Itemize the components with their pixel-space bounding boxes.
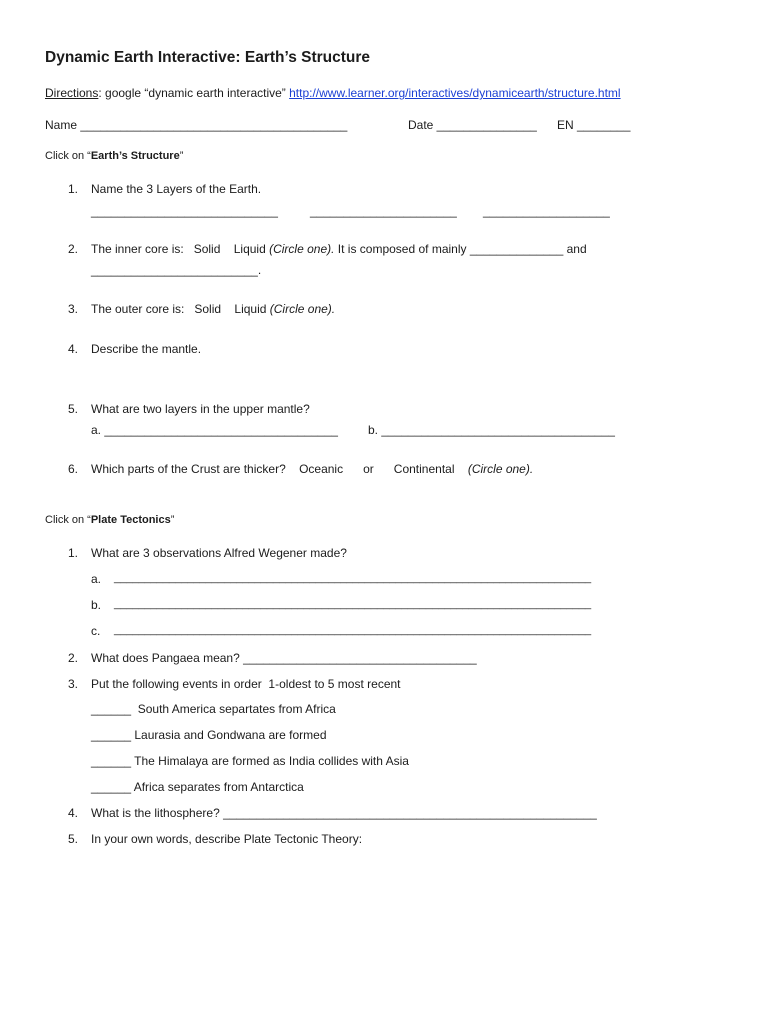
question-text: What are two layers in the upper mantle?	[91, 402, 310, 416]
ordering-item[interactable]: ______ The Himalaya are formed as India collides with Asia	[91, 754, 409, 768]
question-number: 4.	[68, 806, 79, 820]
question-text: In your own words, describe Plate Tectonic Theory:	[91, 832, 363, 846]
answer-blank[interactable]: b. ___________________________________	[368, 423, 615, 437]
item-label: b.	[91, 598, 102, 612]
page-title: Dynamic Earth Interactive: Earth’s Structure	[45, 49, 371, 66]
question-text: Describe the mantle.	[91, 342, 202, 356]
answer-blank[interactable]: ______________________________________________________________________________	[114, 598, 592, 610]
question-number: 6.	[68, 462, 79, 476]
question-text: What is the lithosphere? ________________________________________________________	[91, 806, 597, 820]
question-number: 5.	[68, 832, 79, 846]
answer-blank[interactable]: a. ___________________________________	[91, 423, 338, 437]
question-text: What are 3 observations Alfred Wegener made?	[91, 546, 347, 560]
question-text: Which parts of the Crust are thicker? Oceanic or Continental (Circle one).	[91, 462, 534, 476]
question-number: 3.	[68, 302, 79, 316]
question-number: 1.	[68, 546, 79, 560]
directions-label: Directions	[45, 86, 99, 100]
plate-tectonics-target: Plate Tectonics	[90, 514, 171, 526]
date-field[interactable]: Date _______________	[408, 118, 537, 132]
question-number: 4.	[68, 342, 79, 356]
question-text: What does Pangaea mean? ___________________________________	[91, 651, 477, 665]
question-text: The outer core is: Solid Liquid (Circle one).	[91, 302, 336, 316]
earth-structure-target: Earth’s Structure	[90, 150, 180, 162]
item-label: c.	[91, 624, 101, 638]
ordering-item[interactable]: ______ Africa separates from Antarctica	[91, 780, 304, 794]
answer-blank[interactable]: _________________________.	[91, 263, 262, 277]
answer-blank[interactable]: ____________________________	[91, 204, 278, 218]
answer-blank[interactable]: ______________________	[310, 204, 457, 218]
question-number: 2.	[68, 651, 79, 665]
en-field[interactable]: EN ________	[557, 118, 631, 132]
question-text: The inner core is: Solid Liquid (Circle one). It is composed of mainly ______________ and	[91, 242, 587, 256]
question-text: Put the following events in order 1-oldest to 5 most recent	[91, 677, 401, 691]
question-text: Name the 3 Layers of the Earth.	[91, 182, 262, 196]
ordering-item[interactable]: ______ South America separtates from Africa	[91, 702, 336, 716]
ordering-item[interactable]: ______ Laurasia and Gondwana are formed	[91, 728, 327, 742]
question-number: 2.	[68, 242, 79, 256]
structure-link[interactable]: http://www.learner.org/interactives/dynamicearth/structure.html	[289, 86, 621, 100]
directions-line	[45, 86, 621, 100]
answer-blank[interactable]: ______________________________________________________________________________	[114, 572, 592, 584]
answer-blank[interactable]: ___________________	[483, 204, 610, 218]
question-number: 3.	[68, 677, 79, 691]
question-number: 5.	[68, 402, 79, 416]
section-plate-tectonics-heading: Click on “Plate Tectonics”	[45, 514, 175, 526]
directions-text: : google “dynamic earth interactive”	[98, 86, 290, 100]
section-earth-structure-heading: Click on “Earth’s Structure”	[45, 150, 184, 162]
item-label: a.	[91, 572, 102, 586]
name-field[interactable]: Name ________________________________________	[45, 118, 348, 132]
answer-blank[interactable]: ______________________________________________________________________________	[114, 624, 592, 636]
question-number: 1.	[68, 182, 79, 196]
